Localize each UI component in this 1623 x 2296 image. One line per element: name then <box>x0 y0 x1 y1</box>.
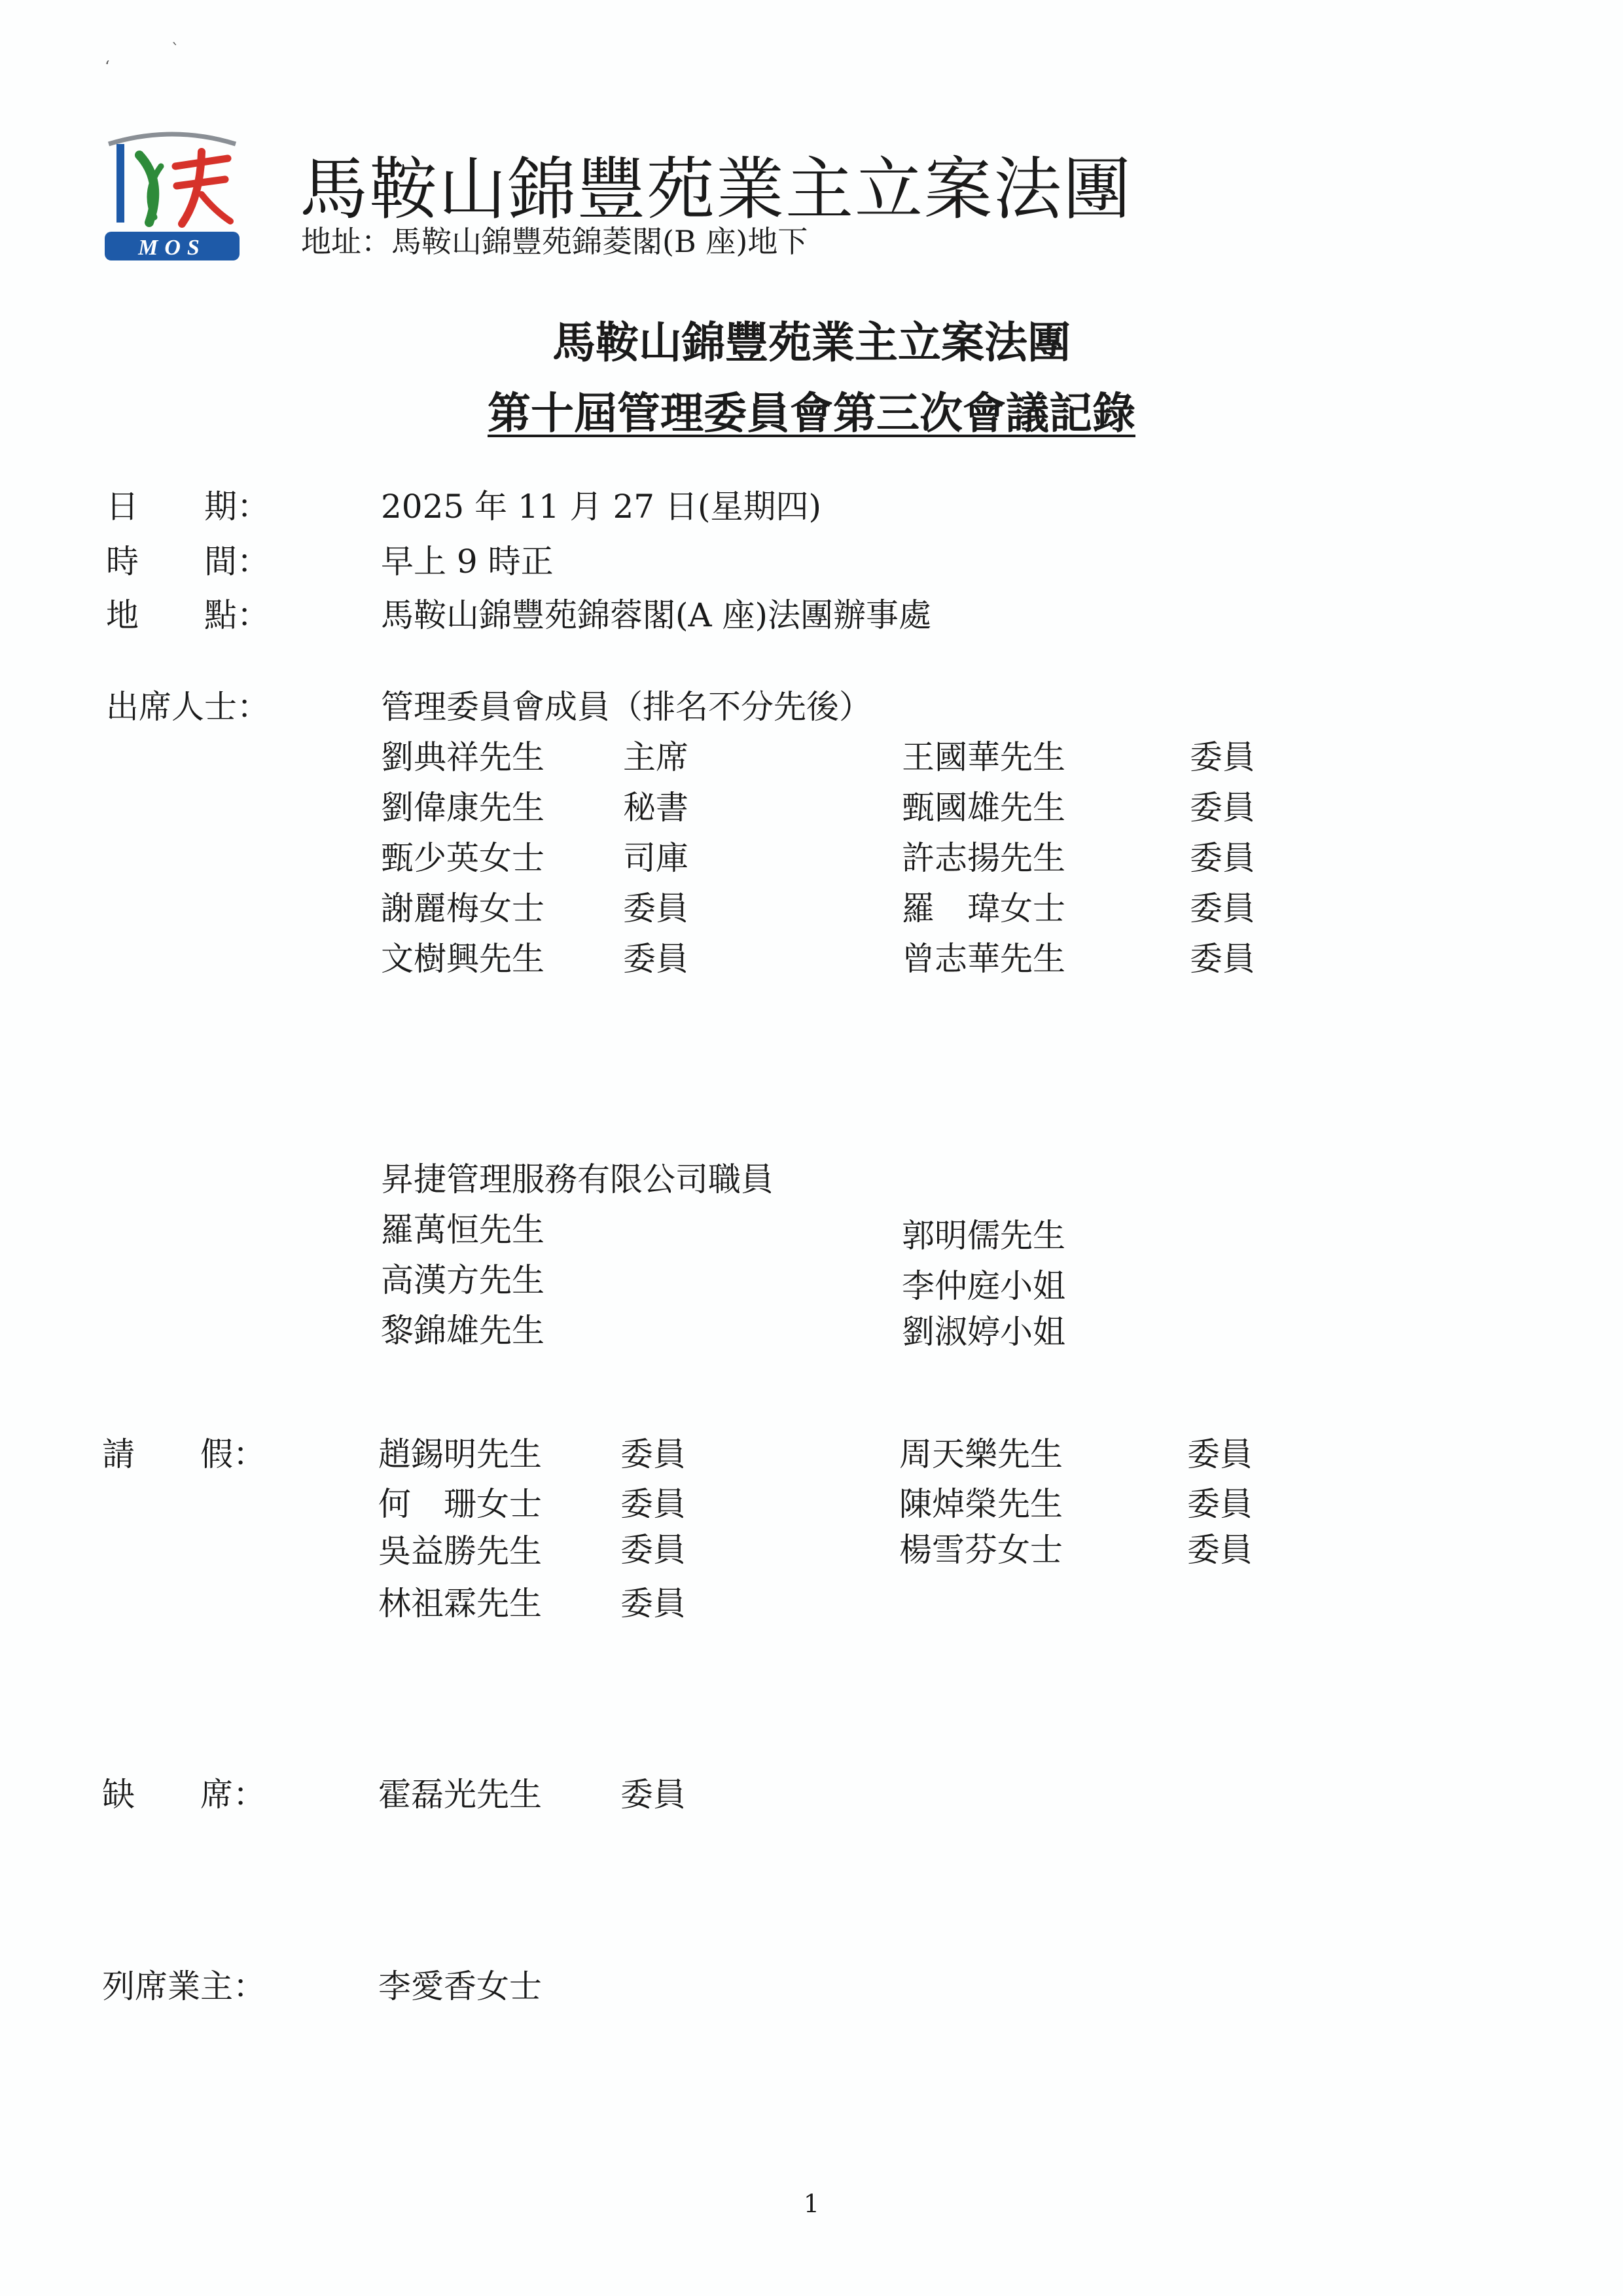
leave-role: 委員 <box>620 1435 686 1473</box>
member-name: 劉偉康先生 <box>381 789 544 827</box>
staff-name: 劉淑婷小姐 <box>902 1313 1065 1351</box>
leave-name: 周天樂先生 <box>899 1435 1063 1473</box>
leave-role: 委員 <box>620 1485 686 1523</box>
attendees-label: 出席人士： <box>106 688 270 726</box>
member-role: 委員 <box>623 889 688 927</box>
time-label: 時 間： <box>106 543 270 581</box>
staff-name: 黎錦雄先生 <box>381 1312 544 1350</box>
place-label: 地 點： <box>106 596 270 634</box>
leave-label: 請 假： <box>102 1435 266 1473</box>
staff-heading: 昇捷管理服務有限公司職員 <box>381 1160 774 1198</box>
member-name: 甄國雄先生 <box>902 789 1065 827</box>
member-role: 委員 <box>623 940 688 978</box>
member-role: 委員 <box>1190 738 1255 776</box>
member-name: 曾志華先生 <box>902 940 1065 978</box>
member-name: 許志揚先生 <box>902 839 1065 877</box>
member-role: 主席 <box>623 738 688 776</box>
leave-role: 委員 <box>620 1585 686 1623</box>
leave-name: 林祖霖先生 <box>378 1585 542 1623</box>
place-value: 馬鞍山錦豐苑錦蓉閣(A 座)法團辦事處 <box>381 596 932 634</box>
leave-name: 楊雪芬女士 <box>899 1531 1063 1569</box>
staff-name: 羅萬恒先生 <box>381 1211 544 1249</box>
leave-name: 陳焯榮先生 <box>899 1485 1063 1523</box>
member-role: 委員 <box>1190 839 1255 877</box>
staff-name: 李仲庭小姐 <box>902 1267 1065 1305</box>
absent-label: 缺 席： <box>102 1776 266 1814</box>
absent-name: 霍磊光先生 <box>378 1776 542 1814</box>
leave-role: 委員 <box>1187 1485 1253 1523</box>
member-role: 司庫 <box>623 839 688 877</box>
member-name: 劉典祥先生 <box>381 738 544 776</box>
leave-role: 委員 <box>1187 1435 1253 1473</box>
date-value: 2025 年 11 月 27 日(星期四) <box>381 488 821 526</box>
page-number: 1 <box>803 2189 820 2218</box>
observer-label: 列席業主： <box>102 1967 266 2005</box>
org-address: 地址：馬鞍山錦豐苑錦菱閣(B 座)地下 <box>301 224 808 259</box>
time-value: 早上 9 時正 <box>381 543 554 581</box>
scan-speck: ‘ <box>105 58 110 76</box>
org-name: 馬鞍山錦豐苑業主立案法團 <box>300 149 1133 229</box>
committee-heading: 管理委員會成員（排名不分先後） <box>381 688 872 726</box>
leave-role: 委員 <box>620 1531 686 1569</box>
member-name: 謝麗梅女士 <box>381 889 544 927</box>
document-title: 馬鞍山錦豐苑業主立案法團 <box>552 317 1071 368</box>
leave-name: 趙錫明先生 <box>378 1435 542 1473</box>
member-name: 文樹興先生 <box>381 940 544 978</box>
member-name: 甄少英女士 <box>381 839 544 877</box>
staff-name: 郭明儒先生 <box>902 1217 1065 1255</box>
member-name: 羅 瑋女士 <box>902 889 1065 927</box>
scan-speck: ˋ <box>171 41 179 59</box>
leave-name: 何 珊女士 <box>378 1485 542 1523</box>
absent-role: 委員 <box>620 1776 686 1814</box>
member-role: 委員 <box>1190 889 1255 927</box>
mos-logo <box>103 126 241 264</box>
leave-name: 吳益勝先生 <box>378 1532 542 1570</box>
member-role: 委員 <box>1190 789 1255 827</box>
member-role: 委員 <box>1190 940 1255 978</box>
staff-name: 高漢方先生 <box>381 1261 544 1299</box>
member-role: 秘書 <box>623 789 688 827</box>
date-label: 日 期： <box>106 488 270 526</box>
leave-role: 委員 <box>1187 1531 1253 1569</box>
logo-text: MOS <box>138 236 206 260</box>
member-name: 王國華先生 <box>902 738 1065 776</box>
document-subtitle: 第十屆管理委員會第三次會議記錄 <box>488 387 1135 439</box>
observer-name: 李愛香女士 <box>378 1967 542 2005</box>
